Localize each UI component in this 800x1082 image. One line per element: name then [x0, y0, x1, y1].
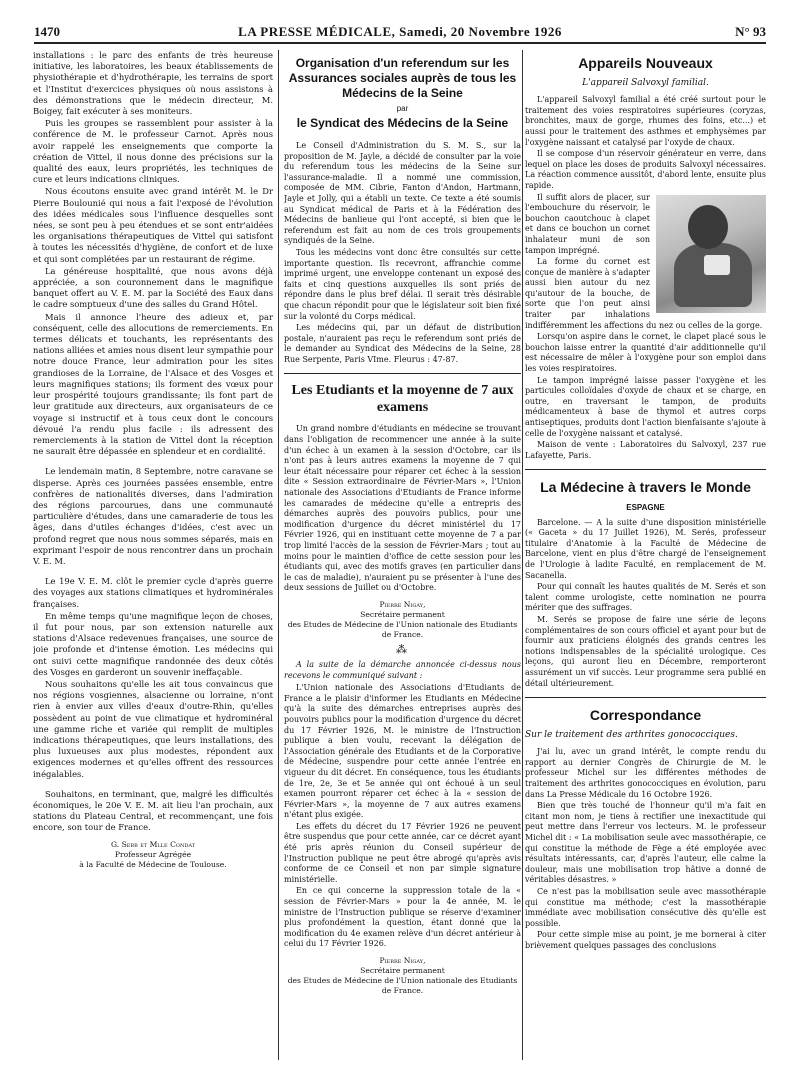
paragraph: installations : le parc des enfants de très heureuse initiative, les laboratoires, les beaux établissements de physiothérapie et d'hydrothérapie, les terrains de sport et l'Institut d'exercices physiques où nous assistons à des démonstrations que le médecin directeur, M. Boigey, fait exécuter à ses moniteurs.: [33, 50, 273, 117]
paragraph: En ce qui concerne la suppression totale de la « session de Février-Mars » pour la 4e année, M. le ministre de l'Instruction publique se réserve d'examiner plus profondément la question, étant donné que la modification du 4e examen relève d'un décret antérieur à celui du 17 Février 1926.: [284, 886, 521, 949]
spacer: [33, 781, 273, 789]
spacer: [33, 568, 273, 576]
column-divider: [278, 50, 279, 1060]
signature-title: Secrétaire permanent: [360, 966, 445, 976]
signature-name: Pierre Nigay,: [379, 956, 426, 966]
paragraph: Mais il annonce l'heure des adieux et, par conséquent, celle des allocutions de remerciements. En termes délicats et touchants, les représentants des nations alliées et amies nous disent leur sympathie pour notre douce France, leur admiration pour les sites grandioses de la Lorraine, de l'Alsace et des Vosges et leurs magnifiques stations; ils forment des vœux pour leur prospérité toujours grandissante; ils font part de leur gratitude aux directeurs, aux organisateurs de ce voyage si instructif et à tous ceux dont le concours dévoué l'a rendu plus facile : ils adressent des remerciements à la station de Vittel dont la réception ne saurait être dépassée en splendeur et en cordialité.: [33, 311, 273, 457]
paragraph: L'Union nationale des Associations d'Etudiants de France a le plaisir d'informer les Etudiants en Médecine qu'à la suite des démarches entreprises auprès des pouvoirs publics pour la modification d'urgence du décret du 17 Février 1926, M. le ministre de l'Instruction publique a bien voulu, recevant la délégation de l'Association générale des Etudiants et de la Corporative de Médecine, suspendre pour cette année l'entrée en vigueur du dit décret. En conséquence, tous les étudiants de 1re, 2e, 3e et 5e année qui ont échoué à un seul examen pourront réparer cet échec à la « session de Février-Mars », la moyenne de 7 aux autres examens n'étant plus exigée.: [284, 683, 521, 820]
paragraph: Tous les médecins vont donc être consultés sur cette importante question. Ils recevront, affranchie comme imprimé urgent, une enveloppe contenant un exposé des faits et cinq questions auxquelles ils sont priés de répondre dans le plus bref délai. Il serait très désirable que chacun répondit pour que le législateur soit bien fixé sur la volonté du Corps médical.: [284, 247, 521, 321]
signature-affiliation: des Etudes de Médecine de l'Union nationale des Etudiants de France.: [287, 976, 518, 996]
paragraph: M. Serés se propose de faire une série de leçons complémentaires de son cours officiel et ayant pour but de fournir aux praticiens éloignés des grands centres les notions indispensables de la spécialité urologique. Ces leçons, qui auront lieu en Décembre, remporteront assurément un vif succès. Leur programme sera publié en détail ultérieurement.: [525, 614, 766, 688]
paragraph: Lorsqu'on aspire dans le cornet, le clapet placé sous le bouchon laisse entrer la quantité d'air additionnelle qu'il est nécessaire de mêler à l'oxygène pour son emploi dans les voies respiratoires.: [525, 332, 766, 374]
section-rule: [284, 373, 521, 374]
signature-names: G. Sebb et Mlle Condat: [110, 839, 196, 849]
paragraph: Maison de vente : Laboratoires du Salvoxyl, 237 rue Lafayette, Paris.: [525, 440, 766, 460]
paragraph: Bien que très touché de l'honneur qu'il m'a fait en citant mon nom, je tiens à rectifier une inexactitude qui peut mettre dans l'erreur vos lecteurs. M. le professeur Michel dit : « La mobilisation seule avec massothérapie, ce qui constitue la méthode de Fège a été employée avec résultats intéressants, car, d'après l'auteur, elle calme la douleur, mais une mobilisation trop hâtive a donné de véritables désastres. »: [525, 801, 766, 885]
paragraph: Puis les groupes se rassemblent pour assister à la conférence de M. le professeur Carnot. Après nous avoir rappelé les enseignements que comporte la création de Vittel, il nous donne des précisions sur la qualité des eaux, leurs propriétés, les techniques de cure et leurs indications cliniques.: [33, 118, 273, 185]
section-rule: [525, 469, 766, 470]
signature-block: [33, 840, 273, 870]
correspondance-heading: Correspondance: [589, 707, 702, 724]
journal-title: [34, 24, 766, 40]
heading-par: par: [396, 104, 409, 113]
paragraph: Il suffit alors de placer, sur l'embouchure du réservoir, le bouchon caoutchouc à clapet et dans ce bouchon un cornet inhalateur muni de son tampon imprégné.: [525, 192, 650, 255]
column-right: [525, 50, 766, 1060]
signature-name: Pierre Nigay,: [379, 599, 426, 609]
column-middle: [284, 50, 521, 1060]
figure-body: [674, 243, 752, 307]
issue-date: , Samedi, 20 Novembre 1926: [391, 24, 562, 39]
paragraph: Barcelone. — A la suite d'une disposition ministérielle (« Gaceta » du 17 Juillet 1926), M. Serés, professeur titulaire d'Anatomie à la Faculté de Médecine de Barcelone, vient en plus d'être chargé de l'enseignement de l'Urologie à ladite Faculté, en remplacement de M. Sacanella.: [525, 517, 766, 580]
paragraph: Souhaitons, en terminant, que, malgré les difficultés économiques, le 20e V. E. M. ait lieu l'an prochain, aux stations du Plateau Central, et recommençant, une fois encore, son tour de France.: [33, 788, 273, 833]
signature-affiliation: des Etudes de Médecine de l'Union nationale des Etudiants de France.: [287, 619, 518, 639]
figure-head: [688, 205, 728, 249]
paragraph: Le tampon imprégné laisse passer l'oxygène et les particules colloïdales d'oxyde de chaux et se charge, en outre, en traversant le tampon, de produits médicamenteux à base de thymol et autres corps antiseptiques, produits dont l'action bienfaisante s'ajoute à celle de l'oxygène naissant et catalysé.: [525, 375, 766, 438]
paragraph: Pour qui connaît les hautes qualités de M. Serés et son talent comme urologiste, cette nomination ne pourra mériter que des suffrages.: [525, 582, 766, 613]
signature-title: Professeur Agrégée: [114, 849, 192, 859]
paragraph: Les effets du décret du 17 Février 1926 ne peuvent être suspendus que pour cette année, car ce décret ayant été pris après réunion du Conseil supérieur de l'Instruction publique ne peut être abrogé qu'après avis conforme de ce Conseil et non par simple signature ministérielle.: [284, 821, 521, 884]
paragraph: Le lendemain matin, 8 Septembre, notre caravane se disperse. Après ces journées passées ensemble, entre confrères de nationalités diverses, dans l'admiration des régions parcourues, dans une communauté particulière d'études, dans une camaraderie de tous les âges, dans d'utiles échanges d'idées, c'est avec un profond regret que nous nous sommes séparés, mais en exprimant l'espoir de nous rencontrer dans un prochain V. E. M.: [33, 466, 273, 566]
etudiants-heading: Les Etudiants et la moyenne de 7 aux examens: [291, 383, 514, 416]
paragraph: Ce n'est pas la mobilisation seule avec massothérapie qui constitue ma méthode; c'est la massothérapie immédiate avec mobilisation consécutive dès qu'elle est possible.: [525, 887, 766, 928]
correspondance-subheading: Sur le traitement des arthrites gonococciques.: [525, 730, 738, 741]
country-subheading: ESPAGNE: [626, 503, 665, 513]
paragraph: Le 19e V. E. M. clôt le premier cycle d'après guerre des voyages aux stations climatiques et hydrominérales françaises.: [33, 576, 273, 609]
referendum-heading: [284, 56, 521, 131]
appareils-subheading: L'appareil Salvoxyl familial.: [582, 78, 709, 88]
paragraph: Pour cette simple mise au point, je me bornerai à citer brièvement quelques passages des conclusions: [525, 930, 766, 950]
spacer: [33, 458, 273, 466]
signature-block: [284, 600, 521, 640]
heading-text-b: le Syndicat des Médecins de la Seine: [296, 116, 509, 130]
paragraph: Il se compose d'un réservoir générateur en verre, dans lequel on place les doses de produits Salvoxyl nécessaires. La réaction commence aussitôt, d'abord lente, ensuite plus rapide.: [525, 149, 766, 190]
salvoxyl-illustration: [656, 195, 766, 313]
paragraph: Nous souhaitons qu'elle les ait tous convaincus que nos régions vosgiennes, alsacienne ou lorraine, n'ont rien à envier aux villes d'eaux d'outre-Rhin, qu'elles possèdent au point de vue climatique et hydrominéral une gamme riche et variée qui remplit de multiples indications thérapeutiques, que leurs installations, des plus luxueuses aux plus modestes, répondent aux exigences modernes et qu'elles offrent des ressources inégalables.: [33, 678, 273, 779]
page-number: 1470: [34, 24, 60, 39]
intro-text: A la suite de la démarche annoncée ci-dessus nous recevons le communiqué suivant :: [284, 660, 521, 681]
issue-number: N° 93: [735, 24, 766, 39]
paragraph: L'appareil Salvoxyl familial a été créé surtout pour le traitement des voies respiratoires supérieures (coryzas, bronchites, maux de gorge, rhumes des foins, etc...) et aussi pour le traitement des asthmes et emphysèmes par l'oxygène naissant et catalysé par l'oxyde de chaux.: [525, 95, 766, 147]
section-rule: [525, 697, 766, 698]
paragraph: J'ai lu, avec un grand intérêt, le compte rendu du rapport au dernier Congrès de Chirurgie de M. le professeur Michel sur les différentes méthodes de traitement des arthrites gonococciques en évolution, paru dans La Presse Médicale du 16 Octobre 1926.: [525, 747, 766, 799]
paragraph: Le Conseil d'Administration du S. M. S., sur la proposition de M. Jayle, a décidé de consulter par la voie du referendum tous les médecins de la Seine sur l'assurance-maladie. Il a nommé une commission, composée de MM. Cibrie, Fanton d'Andon, Hartmann, Jayle et Jolly, qui a établi un texte. Ce texte a été soumis au Syndicat médical de Paris et à la Fédération des Médecins de banlieue qui l'ont accepté, si bien que le referendum est fait au nom de ces trois groupements syndiqués de la Seine.: [284, 141, 521, 246]
paragraph: La forme du cornet est conçue de manière à s'adapter aussi bien autour du nez qu'autour de la bouche, de sorte que l'on peut ainsi traiter par inhalations indifféremment les affections du nez ou celles de la gorge.: [525, 257, 763, 330]
appareils-heading: Appareils Nouveaux: [578, 55, 713, 71]
signature-title: Secrétaire permanent: [360, 609, 445, 619]
paragraph: Nous écoutons ensuite avec grand intérêt M. le Dr Pierre Boulounié qui nous a fait l'exposé de l'évolution des idées médicales sous l'influence desquelles sont nées, se sont peu à peu étendues et se sont entr'aidées les organisations thérapeutiques de Vittel qui satisfont à toutes les nécessités d'hygiène, de confort et de luxe et qui sont complétées par un restaurant de régime.: [33, 186, 273, 264]
paragraph: La généreuse hospitalité, que nous avons déjà appréciée, a son couronnement dans le magnifique banquet offert au V. E. M. par la Société des Eaux dans le cadre somptueux d'une des salles du Grand Hôtel.: [33, 265, 273, 310]
medecine-monde-heading: La Médecine à travers le Monde: [540, 479, 751, 496]
signature-block: [284, 956, 521, 996]
inhaler-device: [704, 255, 730, 275]
heading-text: Organisation d'un referendum sur les Assurances sociales auprès de tous les Médecins de la Seine: [288, 56, 517, 100]
journal-name: LA PRESSE MÉDICALE: [238, 24, 392, 39]
column-divider: [522, 50, 523, 1060]
paragraph: En même temps qu'une magnifique leçon de choses, il fut pour nous, par son extension naturelle aux stations d'Alsace redevenues françaises, une source de joie profonde et d'intense émotion. Les médecins qui ont suivi cette magnifique randonnée des deux côtés des Vosges en garderont un souvenir ineffaçable.: [33, 610, 273, 677]
page-header: [34, 22, 766, 44]
asterism: ⁂: [396, 642, 409, 656]
paragraph: Les médecins qui, par un défaut de distribution postale, n'auraient pas reçu le referendum sont priés de le demander au Syndicat des Médecins de la Seine, 28 Rue Serpente, Paris VIme. Fleurus : 47-87.: [284, 323, 521, 364]
paragraph: Un grand nombre d'étudiants en médecine se trouvant dans l'obligation de recommencer une année à la suite d'un échec à un examen à la session d'Octobre, car ils n'ont pas à leurs autres examens la moyenne de 7 qui leur était nécessaire pour réparer cet échec à la session dite « Session extraordinaire de Février-Mars », l'Union nationale des Associations d'Etudiants de France informe les camarades de médecine qu'elle a entrepris des démarches auprès des pouvoirs publics, pour une modification d'urgence du décret ministériel du 17 Février 1926, qui en instituant cette moyenne de 7 a par trop limité l'accès de la session de Février-Mars ; tout au moins pour le maintien d'office de cette session pour les étudiants qui, avec des motifs graves (en particulier dans le cas de maladie), n'auraient pu se présenter à l'une des deux sessions de Juillet ou d'Octobre.: [284, 424, 521, 593]
column-left: [33, 50, 273, 1060]
signature-affiliation: à la Faculté de Médecine de Toulouse.: [79, 859, 227, 869]
